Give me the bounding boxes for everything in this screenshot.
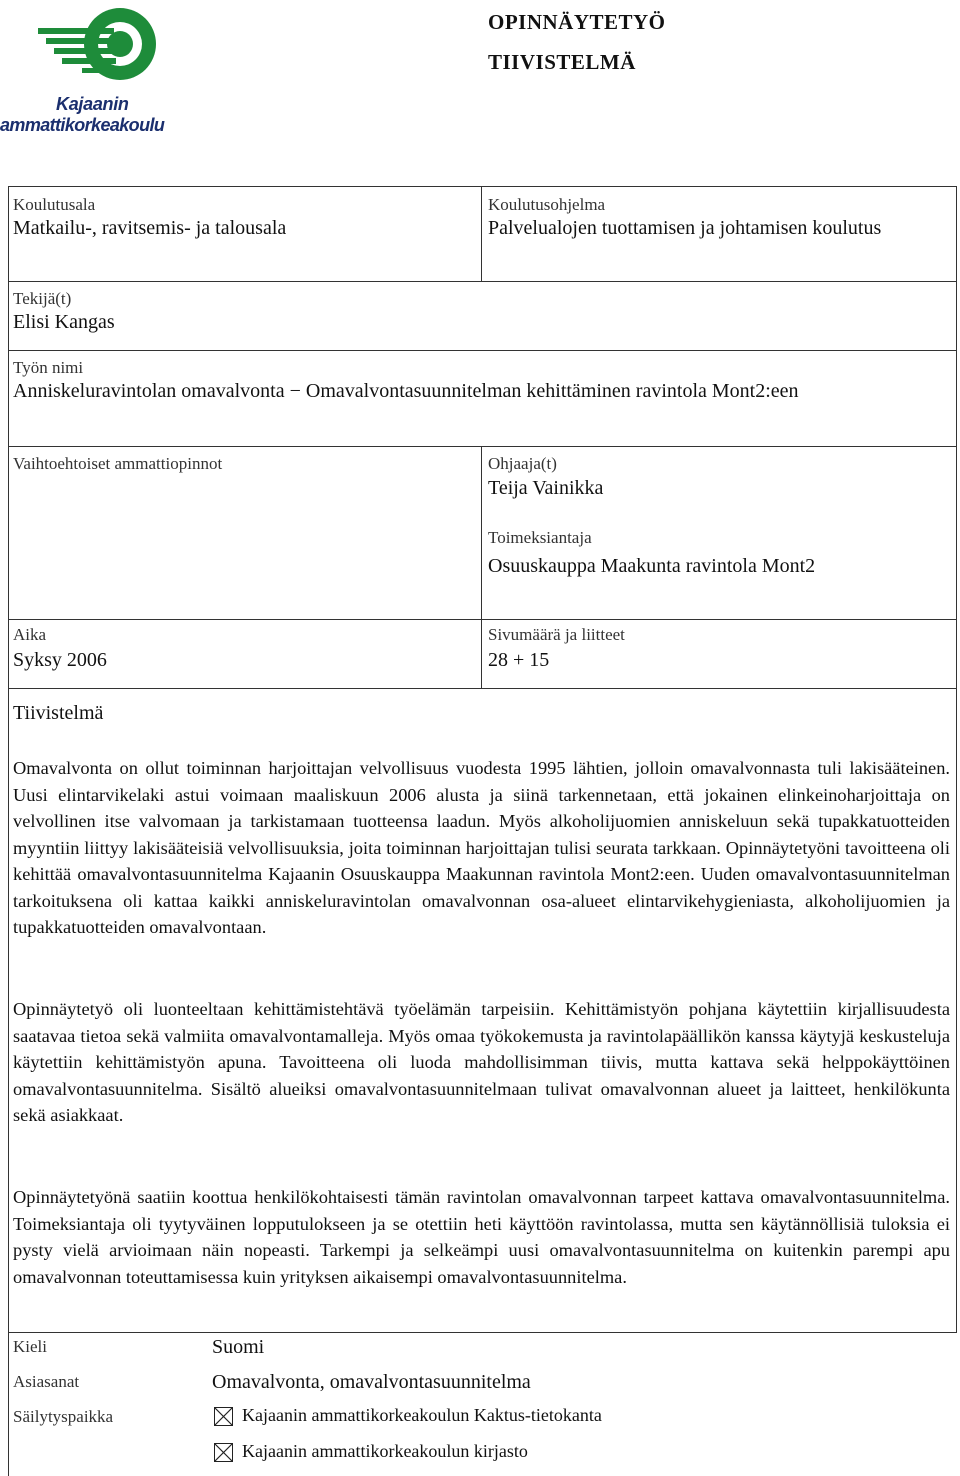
kaktus-option-label: Kajaanin ammattikorkeakoulun Kaktus-tietokanta	[242, 1405, 602, 1425]
tyon-nimi-label: Työn nimi	[13, 358, 84, 377]
doc-title-line2: TIIVISTELMÄ	[488, 50, 636, 74]
toimeksiantaja-value: Osuuskauppa Maakunta ravintola Mont2	[488, 555, 816, 577]
tyon-nimi-value: Anniskeluravintolan omavalvonta − Omavalvontasuunnitelman kehittäminen ravintola Mont2:een	[13, 380, 799, 402]
tekija-value: Elisi Kangas	[13, 311, 115, 333]
abstract-paragraph: Omavalvonta on ollut toiminnan harjoittajan velvollisuus vuodesta 1995 lähtien, jolloin omavalvonnasta tuli lakisääteinen. Uusi elintarvikelaki astui voimaan maaliskuun 2006 alusta ja siinä tarkennetaan, että jokainen elinkeinoharjoittaja on velvollinen itse valvomaan ja tarkistamaan tuotteensa laadun. Myös alkoholijuomien anniskeluun sekä tupakkatuotteiden myyntiin liittyy lakisääteisiä velvollisuuksia, joita toiminnan harjoittajan tulisi seurata tarkkaan. Opinnäytetyöni tavoitteena oli kehittää omavalvontasuunnitelma Kajaanin Osuuskauppa Maakunnan ravintola Mont2:een. Uuden omavalvontasuunnitelman tarkoituksena oli kattaa kaikki anniskeluravintolan omavalvonnan osa-alueet elintarvikehygieniasta, alkoholijuomien ja tupakkatuotteiden omavalvontaan.	[13, 758, 950, 937]
doc-title-line1: OPINNÄYTETYÖ	[488, 10, 666, 34]
asiasanat-label: Asiasanat	[13, 1372, 80, 1391]
logo-text-line2: ammattikorkeakoulu	[0, 115, 165, 135]
logo-emblem-icon	[32, 2, 160, 94]
koulutusohjelma-label: Koulutusohjelma	[488, 195, 606, 214]
toimeksiantaja-label: Toimeksiantaja	[488, 528, 592, 547]
koulutusala-value: Matkailu-, ravitsemis- ja talousala	[13, 217, 287, 239]
kajaani-logo	[0, 2, 200, 137]
kaktus-checkbox-icon[interactable]	[214, 1407, 233, 1426]
grid-line	[8, 688, 957, 689]
sailytyspaikka-label: Säilytyspaikka	[13, 1407, 114, 1426]
abstract-paragraph: Opinnäytetyönä saatiin koottua henkilökohtaisesti tämän ravintolan omavalvonnan tarpeet kattava omavalvontasuunnitelma. Toimeksiantaja oli tyytyväinen lopputulokseen ja se otettiin heti käyttöön ravintolassa, mutta sen käytännöllisiä tuloksia ei pysty vielä arvioimaan näin nopeasti. Tarkempi ja selkeämpi uusi omavalvontasuunnitelma on kuitenkin parempi apu omavalvonnan toteuttamisessa kuin yrityksen aikaisempi omavalvontasuunnitelma.	[13, 1187, 950, 1287]
aika-label: Aika	[13, 625, 47, 644]
koulutusala-label: Koulutusala	[13, 195, 96, 214]
logo-text-line1: Kajaanin	[56, 94, 129, 114]
grid-line	[8, 446, 957, 447]
sivumaara-label: Sivumäärä ja liitteet	[488, 625, 625, 644]
kieli-value: Suomi	[212, 1336, 265, 1358]
grid-line	[481, 446, 482, 688]
grid-line	[956, 186, 957, 1332]
ohjaaja-value: Teija Vainikka	[488, 477, 604, 499]
vaihtoehtoiset-label: Vaihtoehtoiset ammattiopinnot	[13, 454, 223, 473]
grid-line	[8, 1332, 957, 1333]
aika-value: Syksy 2006	[13, 649, 107, 671]
abstract-heading: Tiivistelmä	[13, 702, 104, 724]
grid-line	[8, 619, 957, 620]
sivumaara-value: 28 + 15	[488, 649, 550, 671]
tekija-label: Tekijä(t)	[13, 289, 72, 308]
kirjasto-checkbox-icon[interactable]	[214, 1443, 233, 1462]
grid-line	[481, 186, 482, 281]
grid-line	[8, 281, 957, 282]
abstract-paragraph: Opinnäytetyö oli luonteeltaan kehittämistehtävä työelämän tarpeisiin. Kehittämistyön pohjana käytettiin kirjallisuudesta saatavaa tietoa sekä valmiita omavalvontamalleja. Myös omaa työkokemusta ja ravintolapäällikön kanssa käytyjä keskusteluja käytettiin kehittämistyön apuna. Tavoitteena oli luoda mahdollisimman tiivis, mutta kattava sekä helppokäyttöinen omavalvontasuunnitelma. Sisältö alueiksi omavalvontasuunnitelmaan tulivat omavalvonnan alueet ja laitteet, henkilökunta sekä asiakkaat.	[13, 999, 950, 1125]
kieli-label: Kieli	[13, 1337, 47, 1356]
ohjaaja-label: Ohjaaja(t)	[488, 454, 557, 473]
kirjasto-option-label: Kajaanin ammattikorkeakoulun kirjasto	[242, 1441, 528, 1461]
koulutusohjelma-value: Palvelualojen tuottamisen ja johtamisen koulutus	[488, 217, 882, 239]
grid-line	[8, 350, 957, 351]
asiasanat-value: Omavalvonta, omavalvontasuunnitelma	[212, 1371, 531, 1393]
grid-line	[8, 186, 9, 1476]
grid-line	[8, 186, 957, 187]
